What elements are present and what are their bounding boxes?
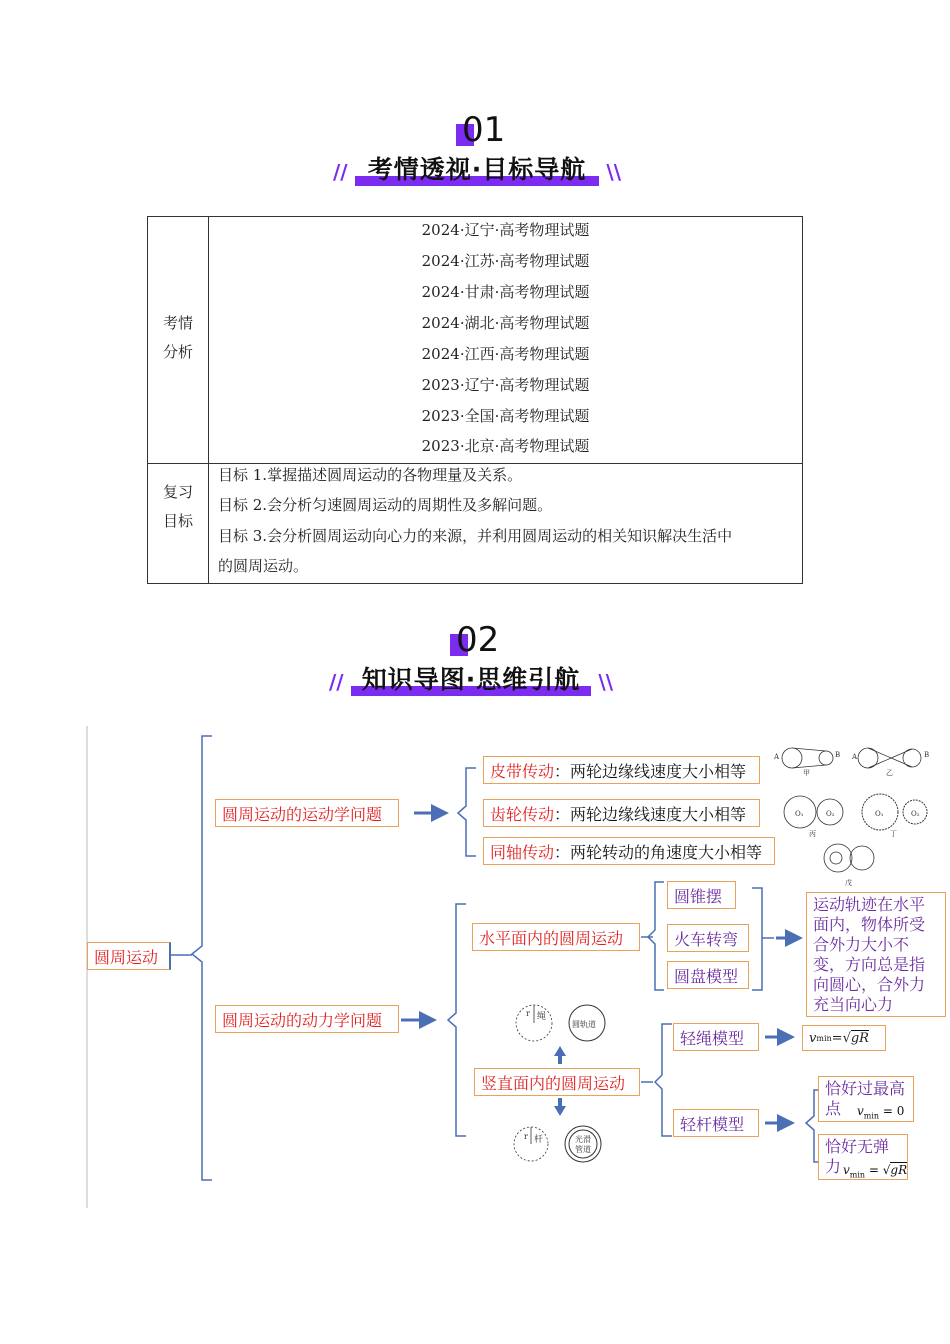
horizontal-node: 水平面内的圆周运动 <box>472 923 640 951</box>
rod-case1: 恰好过最高点 $v_{min} = 0$ <box>818 1076 914 1122</box>
fig-caption: r <box>524 1132 528 1141</box>
analysis-label: 考情 分析 <box>162 314 193 361</box>
train-node: 火车转弯 <box>667 924 749 952</box>
fig-caption: 杆 <box>534 1135 544 1145</box>
fig-caption: A <box>852 753 858 761</box>
goal-item: 目标 3.会分析圆周运动向心力的来源，并利用圆周运动的相关知识解决生活中 <box>218 527 733 545</box>
rope-formula: v min = √ gR <box>802 1025 886 1051</box>
exam-item: 2024·湖北·高考物理试题 <box>421 314 590 332</box>
horizontal-note: 运动轨迹在水平面内，物体所受合外力大小不变，方向总是指向圆心，合外力充当向心力 <box>806 892 946 1017</box>
dynamics-node: 圆周运动的动力学问题 <box>215 1005 399 1033</box>
rod-case2: 恰好无弹力 $v_{min} = √gR$ <box>818 1134 908 1180</box>
goals-label: 复习 目标 <box>162 483 193 530</box>
fig-caption: 丙 <box>809 830 816 838</box>
section-banner: // 知识导图·思维引航 \\ <box>329 658 613 702</box>
fig-caption: B <box>835 751 841 759</box>
fig-caption: 管道 <box>575 1145 591 1154</box>
fig-caption: 戊 <box>845 879 852 887</box>
exam-item: 2024·江苏·高考物理试题 <box>421 252 590 270</box>
exam-item: 2023·辽宁·高考物理试题 <box>421 376 590 394</box>
fig-caption: B <box>924 751 930 759</box>
goal-item: 目标 1.掌握描述圆周运动的各物理量及关系。 <box>218 466 523 484</box>
goal-item: 目标 2.会分析匀速圆周运动的周期性及多解问题。 <box>218 496 553 514</box>
fig-caption: 乙 <box>886 769 893 777</box>
fig-caption: 丁 <box>890 830 897 838</box>
fig-caption: O₁ <box>795 810 804 818</box>
rope-figure <box>516 1005 552 1041</box>
fig-caption: A <box>774 753 780 761</box>
fig-caption: O₁ <box>875 810 884 818</box>
exam-item: 2024·甘肃·高考物理试题 <box>421 283 590 301</box>
section-number: 02 <box>456 620 499 660</box>
coaxial-node: 同轴传动 ： 两轮转动的角速度大小相等 <box>483 837 775 865</box>
exam-item: 2023·全国·高考物理试题 <box>421 407 590 425</box>
gear-node: 齿轮传动 ： 两轮边缘线速度大小相等 <box>483 799 760 827</box>
belt-figure-yi <box>858 748 921 768</box>
fig-caption: O₂ <box>911 810 920 818</box>
disk-node: 圆盘模型 <box>667 961 749 989</box>
fig-caption: 绳 <box>537 1012 547 1022</box>
fig-caption: r <box>526 1009 530 1018</box>
belt-figure-jia <box>782 748 833 768</box>
section-title: 考情透视·目标导航 <box>367 155 587 184</box>
rope-model-node: 轻绳模型 <box>673 1023 759 1051</box>
exam-item: 2024·辽宁·高考物理试题 <box>421 221 590 239</box>
fig-caption: 圆轨道 <box>572 1020 596 1029</box>
exam-item: 2023·北京·高考物理试题 <box>421 437 590 455</box>
section-banner: // 考情透视·目标导航 \\ <box>333 148 621 192</box>
exam-item: 2024·江西·高考物理试题 <box>421 345 590 363</box>
fig-caption: 光滑 <box>575 1135 591 1144</box>
coaxial-figure-wu <box>824 844 874 872</box>
vertical-node: 竖直面内的圆周运动 <box>474 1068 640 1096</box>
goal-item: 的圆周运动。 <box>218 557 309 575</box>
fig-caption: 甲 <box>803 769 810 777</box>
section-title: 知识导图·思维引航 <box>361 665 581 694</box>
conical-node: 圆锥摆 <box>667 881 736 909</box>
belt-node: 皮带传动 ： 两轮边缘线速度大小相等 <box>483 756 760 784</box>
rod-model-node: 轻杆模型 <box>673 1109 759 1137</box>
mindmap-root: 圆周运动 <box>87 942 171 970</box>
section-number: 01 <box>462 110 505 150</box>
fig-caption: O₂ <box>826 810 835 818</box>
kinematics-node: 圆周运动的运动学问题 <box>215 799 399 827</box>
